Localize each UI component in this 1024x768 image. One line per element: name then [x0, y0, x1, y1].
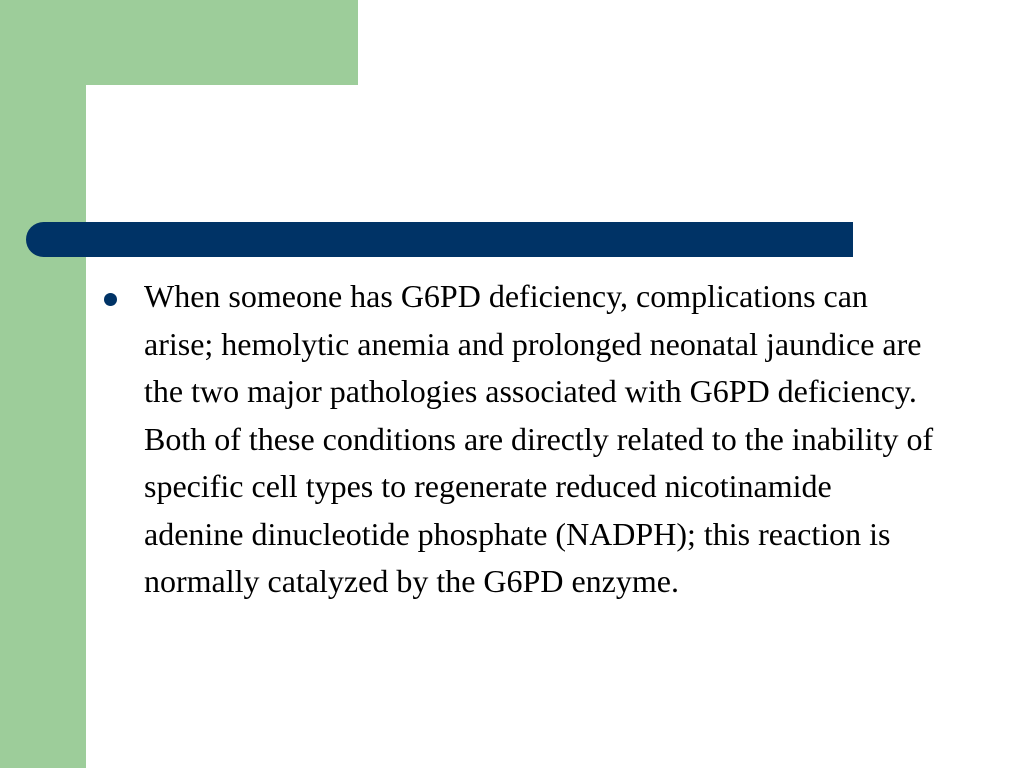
title-divider-bar [26, 222, 853, 257]
rounded-content-corner [86, 85, 146, 145]
green-side-band [0, 0, 86, 768]
bullet-text: When someone has G6PD deficiency, complications can arise; hemolytic anemia and prolonged neonatal jaundice are the two major pathologies associated with G6PD deficiency. Both of these conditions are directly related to the inability of specific cell types to regenerate reduced nicotinamide adenine dinucleotide phosphate (NADPH); this reaction is normally catalyzed by the G6PD enzyme. [144, 278, 934, 599]
slide-body [104, 273, 934, 606]
bullet-item [104, 273, 934, 606]
bullet-dot-icon [104, 293, 117, 306]
